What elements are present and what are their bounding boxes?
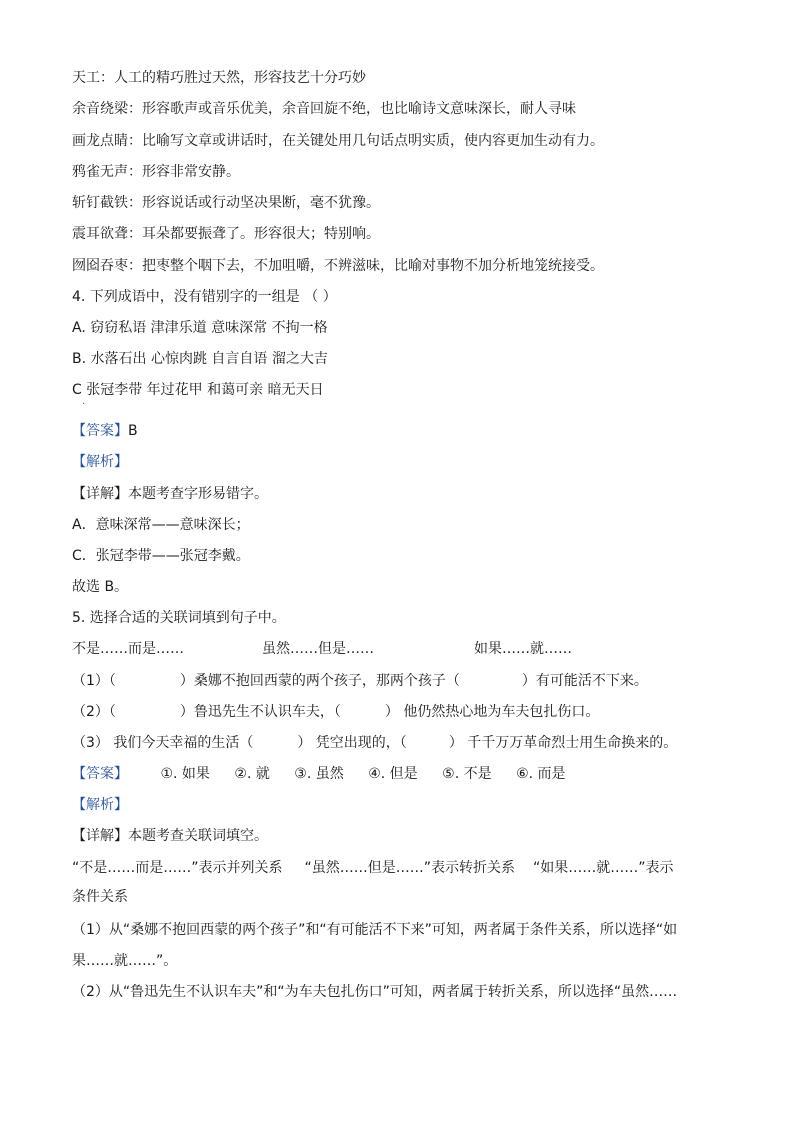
q5-pairs — [72, 640, 714, 658]
q4-detail — [72, 485, 714, 503]
item-text: ） 凭空出现的，（ — [297, 735, 407, 751]
item-text: （3） 我们今天幸福的生活（ — [72, 735, 254, 751]
answer-text: . 如果 — [173, 766, 210, 782]
answer-item — [516, 765, 565, 783]
q4-option-c: C 张冠李带 年过花甲 和蔼可亲 暗无天日 — [72, 382, 324, 398]
answer-number: ③ — [294, 766, 307, 782]
answer-item — [234, 765, 269, 783]
answer-text: . 但是 — [380, 766, 418, 782]
answer-text: . 而是 — [528, 766, 566, 782]
pair-3: 如果……就…… — [474, 641, 572, 657]
q4-option-a: A. 窃窃私语 津津乐道 意味深常 不拘一格 — [72, 320, 328, 336]
answer-label: 【答案】 — [72, 423, 128, 439]
idiom-line: 震耳欲聋：耳朵都要振聋了。形容很大；特别响。 — [72, 226, 380, 242]
q5-explain-cont: 条件关系 — [72, 889, 128, 905]
q4-fix-c: C．张冠李带——张冠李戴。 — [72, 548, 250, 564]
item-text: （1）（ — [72, 673, 116, 689]
answer-number: ④ — [368, 766, 381, 782]
q5-reason-1-cont: 果……就……”。 — [72, 953, 178, 969]
explain-text: “虽然……但是……”表示转折关系 — [304, 860, 516, 876]
q5-detail — [72, 827, 714, 845]
detail-text: 本题考查字形易错字。 — [128, 486, 268, 502]
analysis-label: 【解析】 — [72, 454, 128, 470]
explain-text: “不是……而是……”表示并列关系 — [72, 860, 283, 876]
q4-fix-a: A．意味深常——意味深长； — [72, 517, 250, 533]
q4-conclusion: 故选 B。 — [72, 579, 129, 595]
q5-item-1 — [72, 672, 714, 690]
idiom-line: 鸦雀无声：形容非常安静。 — [72, 164, 240, 180]
analysis-label: 【解析】 — [72, 797, 128, 813]
q5-analysis — [72, 796, 714, 814]
explain-text: “如果……就……”表示 — [533, 860, 674, 876]
detail-label: 【详解】 — [72, 486, 128, 502]
answer-item — [294, 765, 343, 783]
idiom-line: 画龙点睛：比喻写文章或讲话时，在关键处用几句话点明实质，使内容更加生动有力。 — [72, 133, 604, 149]
answer-item — [160, 765, 209, 783]
q5-answer — [72, 765, 714, 783]
answer-label: 【答案】 — [72, 766, 128, 782]
q5-question: 5. 选择合适的关联词填到句子中。 — [72, 610, 286, 626]
item-text: ） 千千万万革命烈士用生命换来的。 — [448, 735, 678, 751]
item-text: （2）（ — [72, 704, 116, 720]
pair-2: 虽然……但是…… — [262, 641, 374, 657]
q5-explain-line — [72, 859, 714, 877]
answer-item — [442, 765, 491, 783]
q5-item-3 — [72, 734, 714, 752]
idiom-line: 囫囵吞枣：把枣整个咽下去，不加咀嚼，不辨滋味，比喻对事物不加分析地笼统接受。 — [72, 258, 604, 274]
item-text: ）桑娜不抱回西蒙的两个孩子，那两个孩子（ — [179, 673, 460, 689]
answer-number: ② — [234, 766, 247, 782]
idiom-line: 天工：人工的精巧胜过天然，形容技艺十分巧妙 — [72, 70, 366, 86]
q4-option-b: B. 水落石出 心惊肉跳 自言自语 溜之大吉 — [72, 351, 328, 367]
answer-value: B — [128, 423, 138, 439]
item-text: ）有可能活不下来。 — [521, 673, 648, 689]
idiom-line: 余音绕梁：形容歌声或音乐优美，余音回旋不绝，也比喻诗文意味深长，耐人寻味 — [72, 101, 576, 117]
q4-question: 4. 下列成语中，没有错别字的一组是 （ ） — [72, 289, 337, 305]
answer-text: . 不是 — [454, 766, 492, 782]
detail-text: 本题考查关联词填空。 — [128, 828, 268, 844]
q4-analysis — [72, 453, 714, 471]
q5-reason-1: （1）从“桑娜不抱回西蒙的两个孩子”和“有可能活不下来”可知，两者属于条件关系，所以选择“如 — [72, 922, 678, 938]
idiom-line: 斩钉截铁：形容说话或行动坚决果断，毫不犹豫。 — [72, 195, 380, 211]
answer-number: ⑥ — [516, 766, 529, 782]
answer-text: . 就 — [246, 766, 270, 782]
answer-number: ⑤ — [442, 766, 455, 782]
stray-dot: · — [82, 399, 86, 410]
item-text: ）鲁迅先生不认识车夫，（ — [179, 704, 341, 720]
answer-item — [368, 765, 417, 783]
q5-item-2 — [72, 703, 714, 721]
detail-label: 【详解】 — [72, 828, 128, 844]
q4-answer — [72, 422, 714, 440]
answer-number: ① — [160, 766, 174, 782]
q5-reason-2: （2）从“鲁迅先生不认识车夫”和“为车夫包扎伤口”可知，两者属于转折关系，所以选择“虽然…… — [72, 984, 678, 1000]
pair-1: 不是……而是…… — [72, 641, 184, 657]
item-text: ） 他仍然热心地为车夫包扎伤口。 — [384, 704, 600, 720]
answer-text: . 虽然 — [306, 766, 344, 782]
